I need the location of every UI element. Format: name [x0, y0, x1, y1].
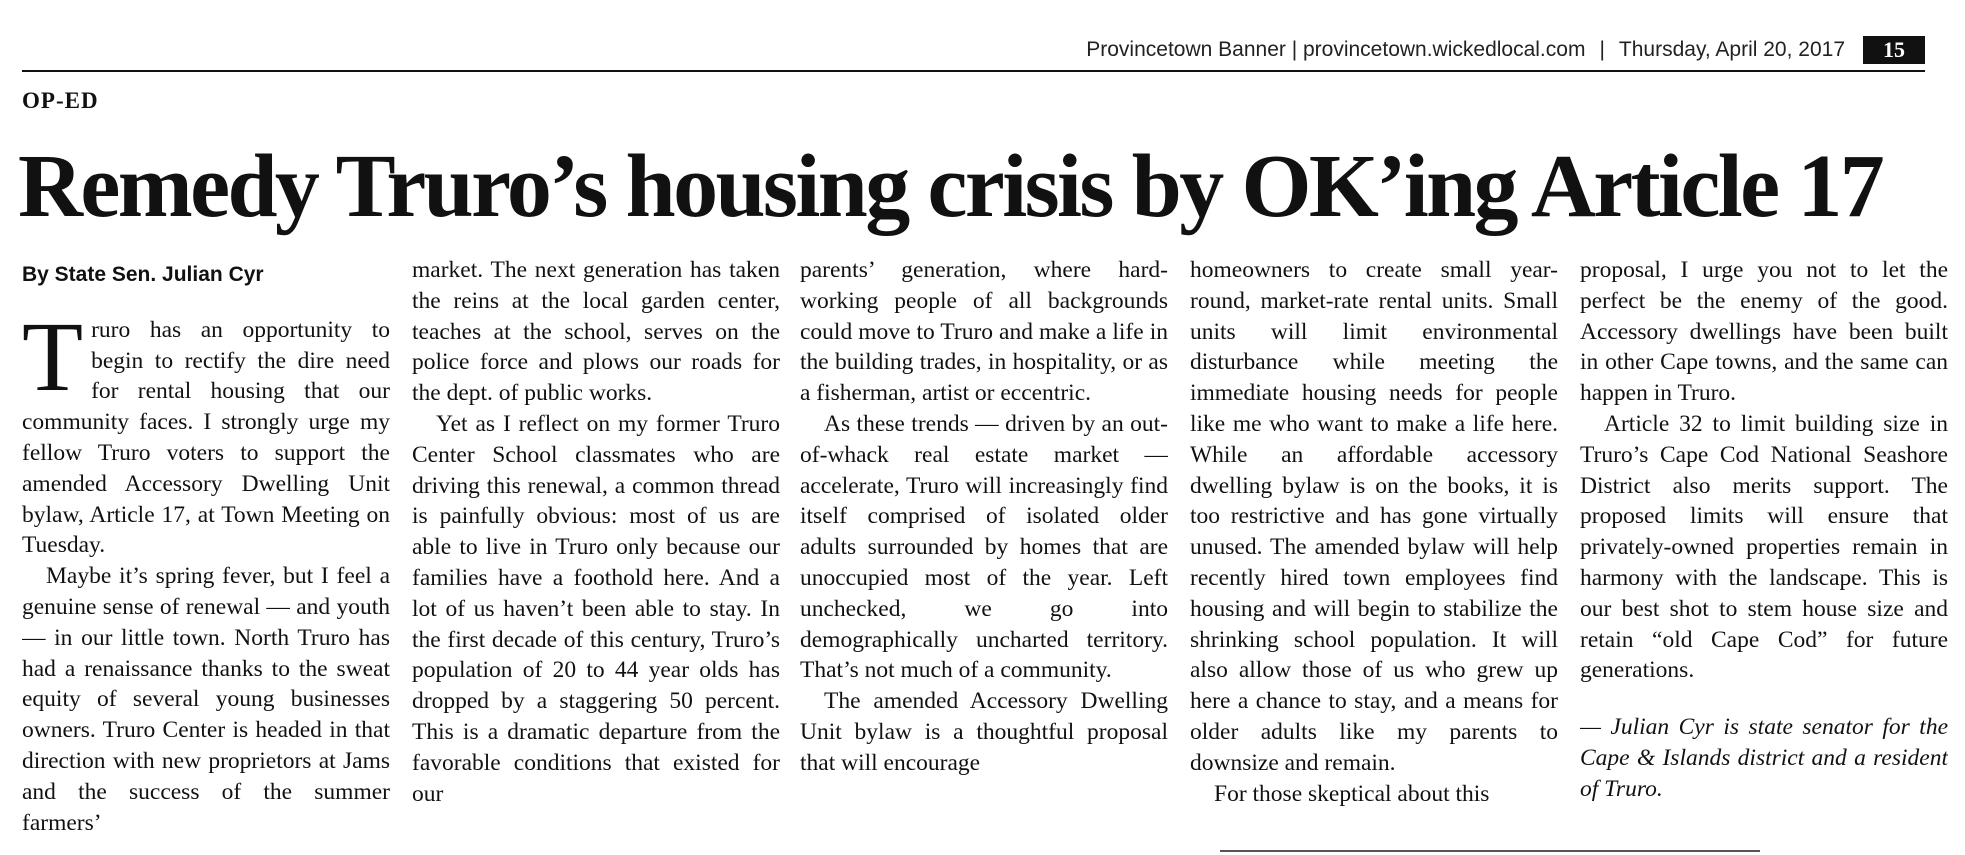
article-column-1 — [22, 255, 390, 855]
article-paragraph: For those skeptical about this — [1214, 780, 1490, 807]
drop-cap: T — [22, 300, 84, 412]
article-paragraph: proposal, I urge you not to let the perfect be the enemy of the good. Accessory dwellings have been built in other Cape towns, and the same can happen in Truro. — [1580, 257, 1948, 407]
article-paragraph: The amended Accessory Dwelling Unit bylaw is a thoughtful proposal that will encourage — [800, 688, 1168, 776]
masthead-text — [1086, 38, 1845, 62]
publication-name: Provincetown Banner | provincetown.wickedlocal.com — [1086, 38, 1586, 61]
article-column-4 — [1190, 255, 1558, 855]
article-column-2 — [412, 255, 780, 855]
section-label: OP-ED — [22, 88, 99, 113]
headline: Remedy Truro’s housing crisis by OK’ing Article 17 — [18, 137, 1883, 236]
article-paragraph: As these trends — driven by an out-of-whack real estate market — accelerate, Truro will increasingly find itself comprised of isolated older adults surrounded by homes that are unoccupied most of the year. Left unchecked, we go into demographically uncharted territory. That’s not much of a community. — [800, 410, 1168, 684]
masthead — [22, 30, 1925, 72]
masthead-separator: | — [1599, 38, 1605, 61]
article-paragraph: parents’ generation, where hard-working people of all backgrounds could move to Truro and make a life in the building trades, in hospitality, or as a fisherman, artist or eccentric. — [800, 257, 1168, 407]
article-paragraph — [22, 300, 390, 561]
article-column-5 — [1580, 255, 1948, 855]
byline: By State Sen. Julian Cyr — [22, 263, 264, 286]
article-paragraph: Yet as I reflect on my former Truro Center School classmates who are driving this renewal, a common thread is painfully obvious: most of us are able to live in Truro only because our families have a foothold here. And a lot of us haven’t been able to stay. In the first decade of this century, Truro’s population of 20 to 44 year olds has dropped by a staggering 50 percent. This is a dramatic departure from the favorable conditions that existed for our — [412, 410, 780, 807]
author-signoff: — Julian Cyr is state senator for the Cape & Islands district and a resident of Truro. — [1580, 714, 1948, 802]
article-paragraph: Maybe it’s spring fever, but I feel a genuine sense of renewal — and youth — in our little town. North Truro has had a renaissance thanks to the sweat equity of several young businesses owners. Truro Center is headed in that direction with new proprietors at Jams and the success of the summer farmers’ — [22, 563, 390, 836]
issue-date: Thursday, April 20, 2017 — [1618, 38, 1845, 61]
article-column-3 — [800, 255, 1168, 855]
page-number: 15 — [1863, 36, 1925, 64]
paragraph-text: ruro has an opportunity to begin to rectify the dire need for rental housing that our community faces. I strongly urge my fellow Truro voters to support the amended Accessory Dwelling Unit bylaw, Article 17, at Town Meeting on Tuesday. — [22, 316, 390, 559]
article-paragraph: homeowners to create small year-round, market-rate rental units. Small units will limit environmental disturbance while meeting the immediate housing needs for people like me who want to make a life here. While an affordable accessory dwelling bylaw is on the books, it is too restrictive and has gone virtually unused. The amended bylaw will help recently hired town employees find housing and will begin to stabilize the shrinking school population. It will also allow those of us who grew up here a chance to stay, and a means for older adults like my parents to downsize and remain. — [1190, 257, 1558, 776]
article-paragraph: Article 32 to limit building size in Truro’s Cape Cod National Seashore District also merits support. The proposed limits will ensure that privately-owned properties remain in harmony with the landscape. This is our best shot to stem house size and retain “old Cape Cod” for future generations. — [1580, 410, 1948, 684]
footer-rule — [1220, 850, 1760, 852]
article-paragraph: market. The next generation has taken the reins at the local garden center, teaches at the school, serves on the police force and plows our roads for the dept. of public works. — [412, 257, 780, 407]
